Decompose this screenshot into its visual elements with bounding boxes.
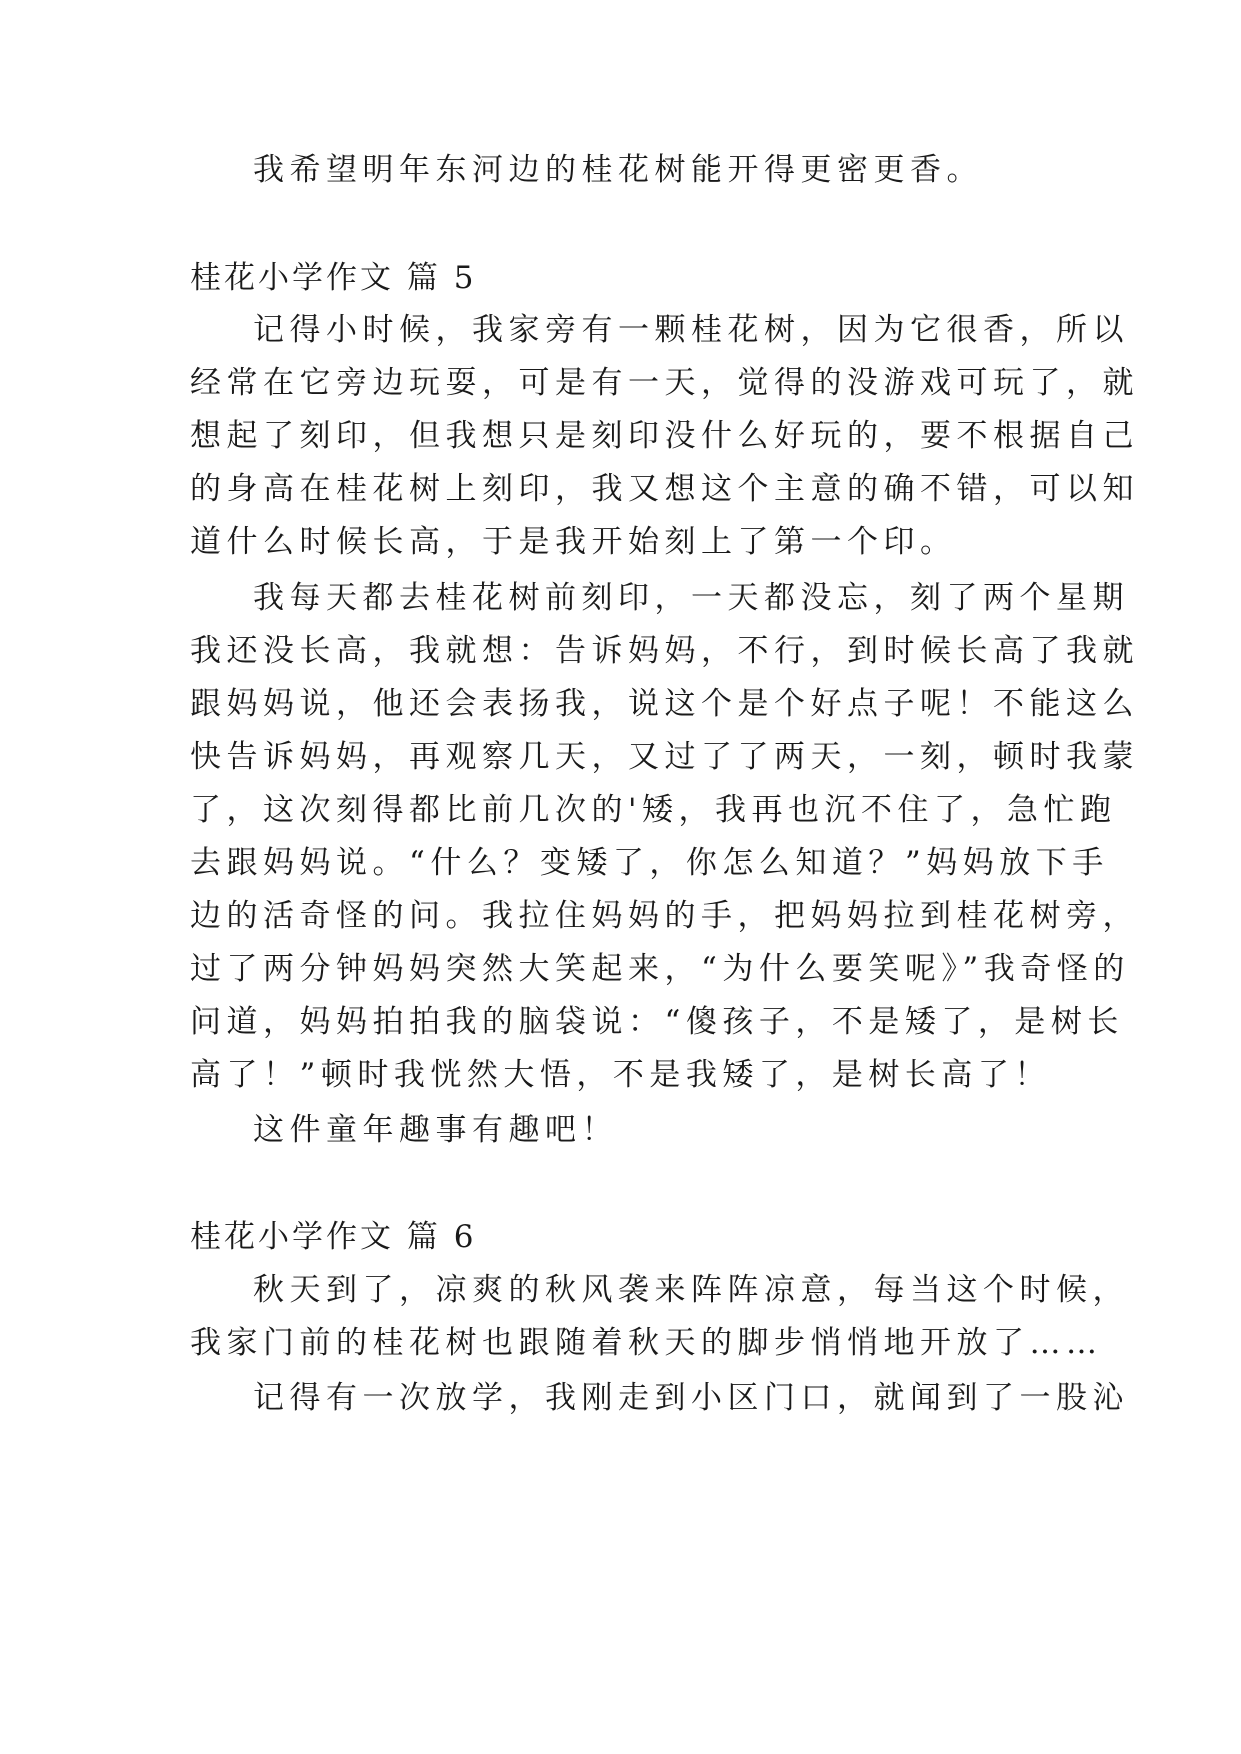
- paragraph-line: 道什么时候长高，于是我开始刻上了第一个印。: [190, 524, 957, 560]
- paragraph-line: 记得有一次放学，我刚走到小区门口，就闻到了一股沁: [253, 1380, 1129, 1416]
- paragraph-line: 我还没长高，我就想：告诉妈妈，不行，到时候长高了我就: [190, 633, 1139, 669]
- paragraph-line: 跟妈妈说，他还会表扬我，说这个是个好点子呢！不能这么: [190, 686, 1139, 722]
- paragraph-line: 高了！”顿时我恍然大悟，不是我矮了，是树长高了！: [190, 1057, 1051, 1093]
- paragraph-line: 边的活奇怪的问。我拉住妈妈的手，把妈妈拉到桂花树旁，: [190, 898, 1139, 934]
- paragraph-line: 问道，妈妈拍拍我的脑袋说：“傻孩子，不是矮了，是树长: [190, 1004, 1124, 1040]
- paragraph-line: 去跟妈妈说。“什么？变矮了，你怎么知道？”妈妈放下手: [190, 845, 1109, 881]
- paragraph-line: 快告诉妈妈，再观察几天，又过了了两天，一刻，顿时我蒙: [190, 739, 1139, 775]
- section-title-5: 桂花小学作文 篇 5: [190, 260, 477, 296]
- paragraph-line: 想起了刻印，但我想只是刻印没什么好玩的，要不根据自己: [190, 418, 1139, 454]
- paragraph-line: 秋天到了，凉爽的秋风袭来阵阵凉意，每当这个时候，: [253, 1272, 1129, 1308]
- paragraph-line: 记得小时候，我家旁有一颗桂花树，因为它很香，所以: [253, 312, 1129, 348]
- paragraph-line: 经常在它旁边玩耍，可是有一天，觉得的没游戏可玩了，就: [190, 365, 1139, 401]
- intro-line: 我希望明年东河边的桂花树能开得更密更香。: [253, 152, 983, 188]
- paragraph-line: 我家门前的桂花树也跟随着秋天的脚步悄悄地开放了……: [190, 1325, 1103, 1361]
- paragraph-line: 的身高在桂花树上刻印，我又想这个主意的确不错，可以知: [190, 471, 1139, 507]
- paragraph-line: 这件童年趣事有趣吧！: [253, 1112, 618, 1148]
- paragraph-line: 我每天都去桂花树前刻印，一天都没忘，刻了两个星期: [253, 580, 1129, 616]
- section-title-6: 桂花小学作文 篇 6: [190, 1219, 477, 1255]
- paragraph-line: 过了两分钟妈妈突然大笑起来，“为什么要笑呢》”我奇怪的: [190, 951, 1130, 987]
- paragraph-line: 了，这次刻得都比前几次的'矮，我再也沉不住了，急忙跑: [190, 792, 1117, 828]
